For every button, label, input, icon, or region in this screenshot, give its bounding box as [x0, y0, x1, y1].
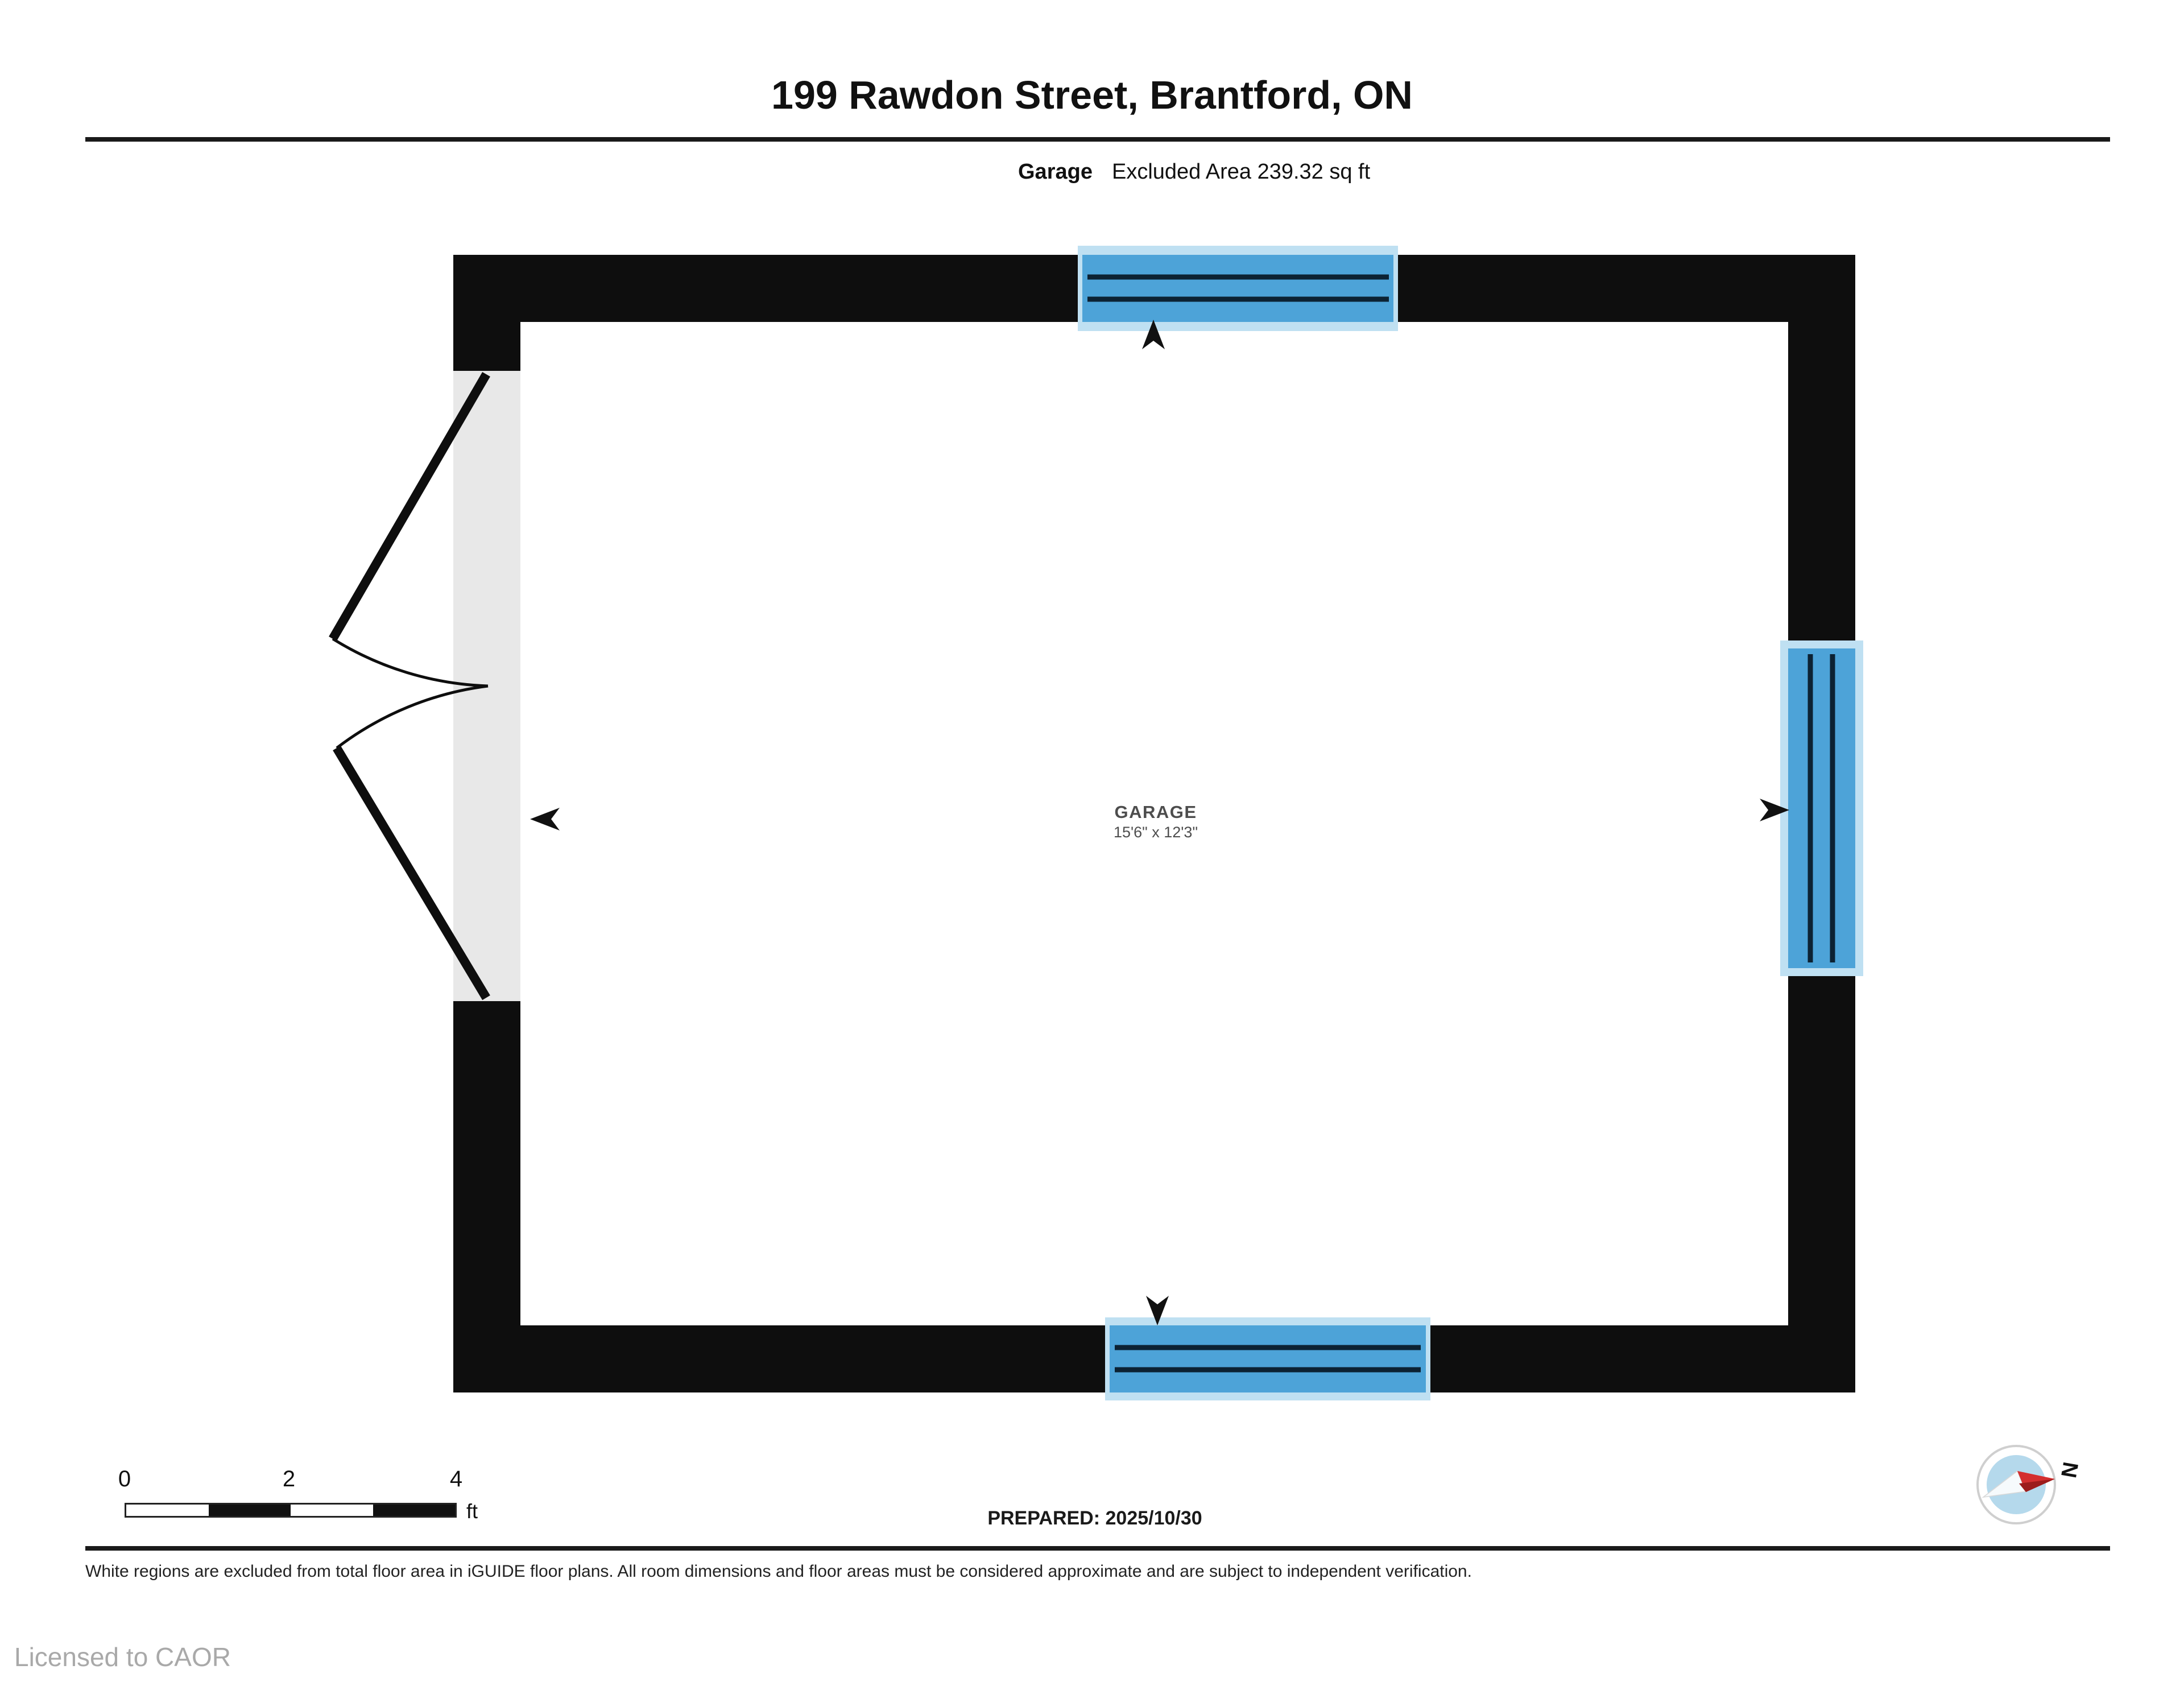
floor-area-info: Excluded Area 239.32 sq ft	[1111, 160, 1371, 184]
view-arrows	[530, 320, 1789, 1325]
window-bottom	[1105, 1317, 1430, 1400]
disclaimer-text: White regions are excluded from total floor area in iGUIDE floor plans. All room dimensions and floor areas must be considered approximate and are subject to independent verification.	[85, 1562, 1472, 1581]
window-top	[1078, 246, 1398, 331]
prepared-date: PREPARED: 2025/10/30	[987, 1507, 1202, 1529]
scale-segment	[209, 1505, 291, 1516]
view-arrow-left-icon	[530, 808, 560, 830]
scale-bar	[125, 1503, 457, 1518]
room-name: GARAGE	[1114, 802, 1197, 822]
window-right-pane	[1788, 648, 1855, 968]
window-bottom-pane	[1110, 1325, 1426, 1392]
scale-segment	[126, 1505, 209, 1516]
scale-segment	[373, 1505, 456, 1516]
window-top-pane	[1082, 255, 1393, 322]
wall-left-lower	[453, 1001, 520, 1392]
scale-tick-2: 2	[282, 1466, 296, 1491]
page-title: 199 Rawdon Street, Brantford, ON	[771, 73, 1413, 117]
room-dimensions: 15'6" x 12'3"	[1113, 824, 1198, 841]
room-label	[1114, 802, 1198, 841]
window-right	[1780, 640, 1863, 976]
scale-tick-4: 4	[449, 1466, 463, 1491]
floor-label: Garage	[1018, 160, 1093, 184]
license-text: Licensed to CAOR	[14, 1642, 231, 1672]
footer-divider	[85, 1546, 2110, 1551]
scale-tick-0: 0	[118, 1466, 131, 1491]
compass	[1978, 1446, 2082, 1523]
scale-segment	[291, 1505, 373, 1516]
wall-left-upper	[453, 255, 520, 371]
scale-unit-label: ft	[466, 1499, 478, 1523]
compass-north-label: N	[2055, 1460, 2083, 1480]
